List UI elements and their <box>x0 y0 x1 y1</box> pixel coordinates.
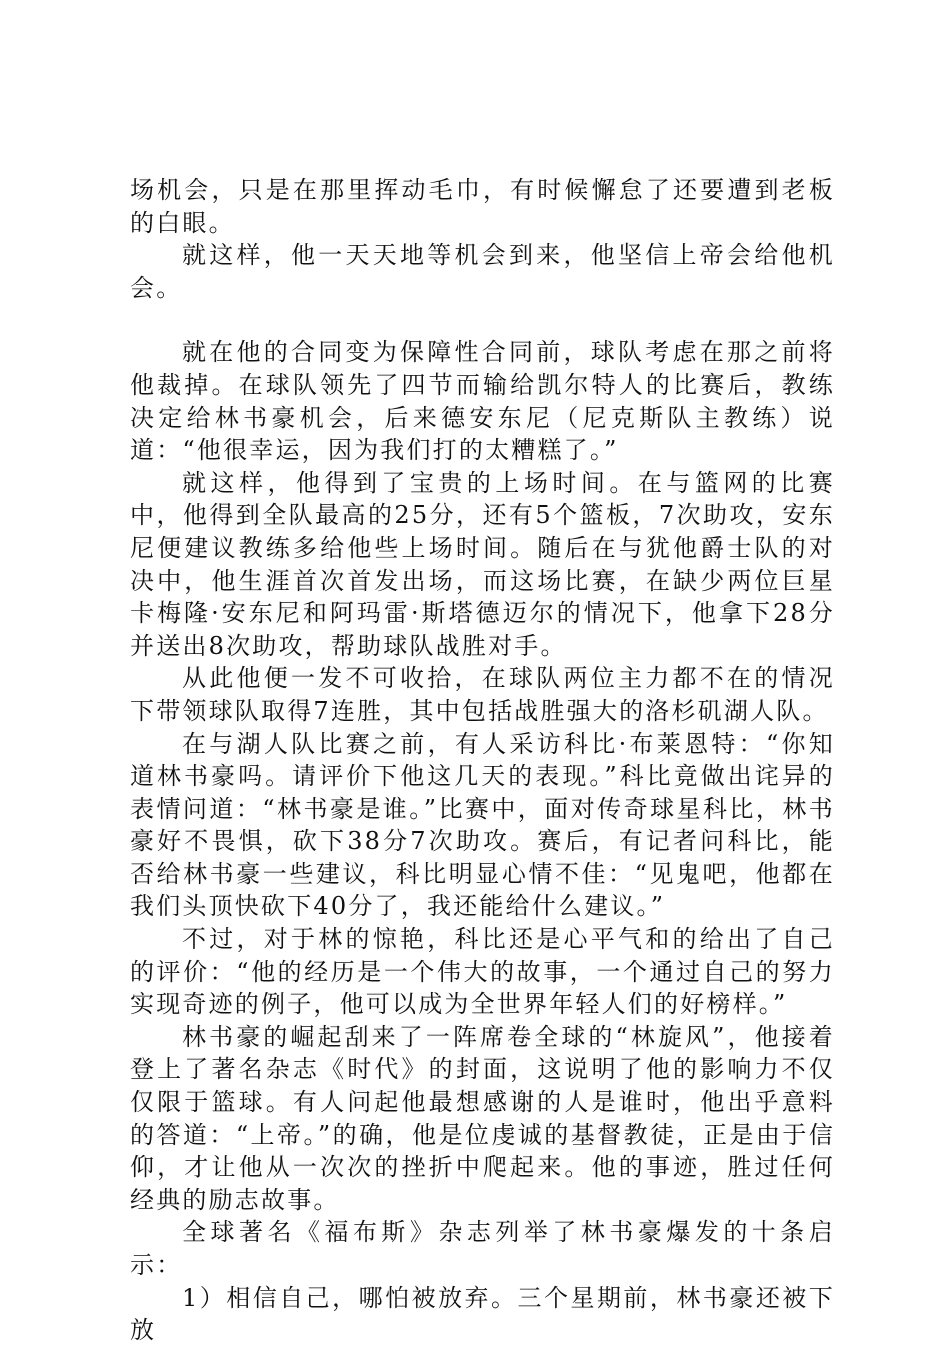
paragraph-2: 就这样，他一天天地等机会到来，他坚信上帝会给他机会。 <box>130 241 835 302</box>
paragraph-6: 在与湖人队比赛之前，有人采访科比·布莱恩特：“你知道林书豪吗。请评价下他这几天的表现。”科比竟做出诧异的表情问道：“林书豪是谁。”比赛中，面对传奇球星科比，林书豪好不畏惧，砍下38分7次助攻。赛后，有记者问科比，能否给林书豪一些建议，科比明显心情不佳：“见鬼吧，他都在我们头顶快砍下40分了，我还能给什么建议。” <box>130 729 835 921</box>
paragraph-5: 从此他便一发不可收拾，在球队两位主力都不在的情况下带领球队取得7连胜，其中包括战胜强大的洛杉矶湖人队。 <box>130 664 835 725</box>
paragraph-8: 林书豪的崛起刮来了一阵席卷全球的“林旋风”，他接着登上了著名杂志《时代》的封面，这说明了他的影响力不仅仅限于篮球。有人问起他最想感谢的人是谁时，他出乎意料的答道：“上帝。”的确，他是位虔诚的基督教徒，正是由于信仰，才让他从一次次的挫折中爬起来。他的事迹，胜过任何经典的励志故事。 <box>130 1022 835 1214</box>
paragraph-10: 1）相信自己，哪怕被放弃。三个星期前，林书豪还被下放 <box>130 1283 835 1345</box>
paragraph-1: 场机会，只是在那里挥动毛巾，有时候懈怠了还要遭到老板的白眼。 <box>130 176 835 237</box>
paragraph-gap <box>130 304 835 336</box>
paragraph-9: 全球著名《福布斯》杂志列举了林书豪爆发的十条启示： <box>130 1218 835 1279</box>
paragraph-7: 不过，对于林的惊艳，科比还是心平气和的给出了自己的评价：“他的经历是一个伟大的故事，一个通过自己的努力实现奇迹的例子，他可以成为全世界年轻人们的好榜样。” <box>130 925 835 1019</box>
paragraph-4: 就这样，他得到了宝贵的上场时间。在与篮网的比赛中，他得到全队最高的25分，还有5个篮板，7次助攻，安东尼便建议教练多给他些上场时间。随后在与犹他爵士队的对决中，他生涯首次首发出场，而这场比赛，在缺少两位巨星卡梅隆·安东尼和阿玛雷·斯塔德迈尔的情况下，他拿下28分并送出8次助攻，帮助球队战胜对手。 <box>130 468 835 660</box>
paragraph-3: 就在他的合同变为保障性合同前，球队考虑在那之前将他裁掉。在球队领先了四节而输给凯尔特人的比赛后，教练决定给林书豪机会，后来德安东尼（尼克斯队主教练）说道：“他很幸运，因为我们打的太糟糕了。” <box>130 338 835 465</box>
document-body <box>130 174 835 1347</box>
